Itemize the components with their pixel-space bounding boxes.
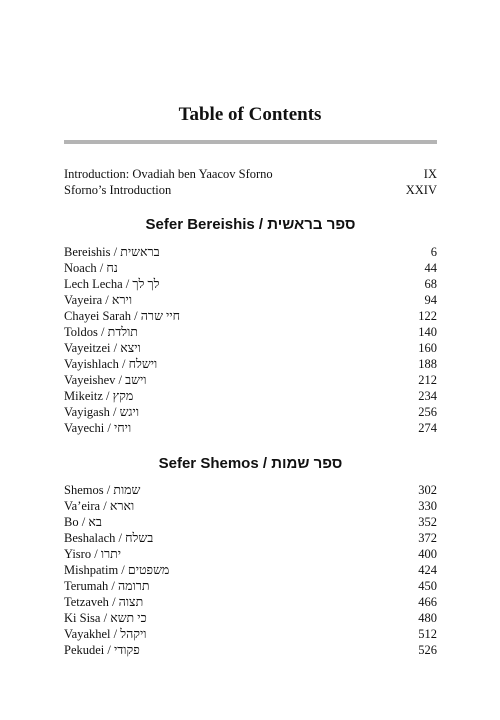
entry-english: Lech Lecha: [64, 277, 123, 291]
entry-label: Beshalach / בשלח: [64, 531, 154, 545]
entry-label: Sforno’s Introduction: [64, 183, 172, 197]
entry-page: 330: [418, 499, 437, 513]
entry-page: 6: [430, 245, 437, 259]
section-title-english: Sefer Shemos: [158, 455, 259, 472]
entry-label: Vayeira / וירא: [64, 293, 133, 307]
toc-entry[interactable]: [64, 578, 437, 594]
toc-entry[interactable]: [64, 260, 437, 276]
entry-hebrew: מקץ: [112, 389, 134, 403]
entry-page: 352: [418, 515, 437, 529]
entry-hebrew: וישלח: [128, 357, 158, 371]
entry-label: Vayishlach / וישלח: [64, 357, 158, 371]
entry-page: 256: [418, 405, 437, 419]
toc-entry[interactable]: [64, 308, 437, 324]
entry-page: 160: [418, 341, 437, 355]
entry-english: Vayigash: [64, 405, 110, 419]
entry-page: 512: [418, 627, 437, 641]
toc-entry[interactable]: [64, 420, 437, 436]
section-title-english: Sefer Bereishis: [145, 216, 255, 233]
entry-label: Shemos / שמות: [64, 483, 141, 497]
entry-page: 424: [418, 563, 437, 577]
entry-page: 140: [418, 325, 437, 339]
entry-hebrew: לך לך: [132, 277, 160, 291]
section-title: Sefer Shemos / ספר שמות: [158, 455, 343, 472]
entry-hebrew: חיי שרה: [140, 309, 180, 323]
entry-hebrew: בא: [88, 515, 102, 529]
entry-hebrew: ויחי: [114, 421, 132, 435]
entry-label: Toldos / תולדת: [64, 325, 138, 339]
entry-english: Va’eira: [64, 499, 101, 513]
entry-english: Terumah: [64, 579, 109, 593]
toc-entry[interactable]: [64, 514, 437, 530]
entry-page: IX: [423, 167, 437, 181]
entry-page: 122: [418, 309, 437, 323]
toc-entry[interactable]: [64, 166, 437, 182]
entry-label: Ki Sisa / כי תשא: [64, 611, 147, 625]
entry-page: 466: [418, 595, 437, 609]
toc-entry[interactable]: [64, 546, 437, 562]
intro-list: [64, 166, 437, 198]
entry-page: 234: [418, 389, 437, 403]
entry-page: 450: [418, 579, 437, 593]
entry-hebrew: שמות: [113, 483, 141, 497]
entry-page: 302: [418, 483, 437, 497]
toc-entry[interactable]: [64, 292, 437, 308]
entry-label: Vayakhel / ויקהל: [64, 627, 147, 641]
section-bereishis: [64, 216, 437, 435]
section-shemos: [64, 455, 437, 657]
entry-hebrew: ויקהל: [120, 627, 147, 641]
entry-hebrew: כי תשא: [110, 611, 147, 625]
toc-entry[interactable]: [64, 594, 437, 610]
entry-english: Vayechi: [64, 421, 105, 435]
entry-page: 212: [418, 373, 437, 387]
entry-label: Mishpatim / משפטים: [64, 563, 170, 577]
section-entries: [64, 244, 437, 436]
entry-page: 44: [424, 261, 437, 275]
entry-english: Beshalach: [64, 531, 116, 545]
toc-entry[interactable]: [64, 340, 437, 356]
toc-entry[interactable]: [64, 356, 437, 372]
toc-entry[interactable]: [64, 324, 437, 340]
title-divider: [64, 140, 437, 144]
entry-page: 68: [424, 277, 437, 291]
entry-english: Noach: [64, 261, 97, 275]
entry-hebrew: תולדת: [107, 325, 138, 339]
entry-label: Yisro / יתרו: [64, 547, 122, 561]
toc-entry[interactable]: [64, 388, 437, 404]
entry-label: Lech Lecha / לך לך: [64, 277, 160, 291]
toc-entry[interactable]: [64, 276, 437, 292]
toc-entry[interactable]: [64, 610, 437, 626]
entry-page: 188: [418, 357, 437, 371]
entry-label: Vayeishev / וישב: [64, 373, 147, 387]
toc-entry[interactable]: [64, 498, 437, 514]
entry-english: Toldos: [64, 325, 98, 339]
entry-label: Introduction: Ovadiah ben Yaacov Sforno: [64, 167, 273, 181]
entry-hebrew: יתרו: [100, 547, 122, 561]
entry-english: Yisro: [64, 547, 92, 561]
entry-english: Mishpatim: [64, 563, 119, 577]
entry-label: Va’eira / וארא: [64, 499, 135, 513]
entry-label: Vayigash / ויגש: [64, 405, 140, 419]
entry-label: Pekudei / פקודי: [64, 643, 140, 657]
toc-entry[interactable]: [64, 404, 437, 420]
entry-english: Vayeishev: [64, 373, 116, 387]
toc-entry[interactable]: [64, 244, 437, 260]
toc-entry[interactable]: [64, 482, 437, 498]
entry-label: Mikeitz / מקץ: [64, 389, 134, 403]
entry-label: Noach / נח: [64, 261, 118, 275]
entry-label: Terumah / תרומה: [64, 579, 150, 593]
entry-hebrew: וישב: [125, 373, 147, 387]
entry-label: Chayei Sarah / חיי שרה: [64, 309, 180, 323]
entry-english: Bereishis: [64, 245, 111, 259]
entry-hebrew: פקודי: [114, 643, 140, 657]
section-title-hebrew: ספר שמות: [271, 455, 343, 472]
toc-entry[interactable]: [64, 530, 437, 546]
entry-hebrew: וארא: [109, 499, 135, 513]
entry-page: XXIV: [405, 183, 437, 197]
entry-label: Bo / בא: [64, 515, 102, 529]
entry-hebrew: ויצא: [120, 341, 141, 355]
entry-english: Vayakhel: [64, 627, 111, 641]
section-entries: [64, 482, 437, 658]
section-title: Sefer Bereishis / ספר בראשית: [145, 216, 356, 233]
entry-hebrew: וירא: [111, 293, 133, 307]
entry-page: 526: [418, 643, 437, 657]
section-title-hebrew: ספר בראשית: [267, 216, 356, 233]
page-title: Table of Contents: [178, 104, 322, 125]
entry-english: Ki Sisa: [64, 611, 101, 625]
entry-label: Bereishis / בראשית: [64, 245, 160, 259]
entry-page: 480: [418, 611, 437, 625]
entry-label: Vayechi / ויחי: [64, 421, 132, 435]
entry-hebrew: ויגש: [119, 405, 140, 419]
entry-english: Vayeitzei: [64, 341, 111, 355]
toc-entry[interactable]: [64, 182, 437, 198]
entry-page: 94: [424, 293, 437, 307]
toc-entry[interactable]: [64, 372, 437, 388]
entry-label: Vayeitzei / ויצא: [64, 341, 141, 355]
entry-hebrew: תרומה: [117, 579, 150, 593]
entry-english: Vayeira: [64, 293, 103, 307]
entry-english: Bo: [64, 515, 79, 529]
toc-entry[interactable]: [64, 642, 437, 658]
entry-english: Pekudei: [64, 643, 105, 657]
entry-page: 372: [418, 531, 437, 545]
entry-label: Tetzaveh / תצוה: [64, 595, 144, 609]
entry-hebrew: תצוה: [118, 595, 144, 609]
entry-hebrew: נח: [106, 261, 118, 275]
entry-english: Shemos: [64, 483, 104, 497]
toc-entry[interactable]: [64, 626, 437, 642]
entry-hebrew: משפטים: [127, 563, 170, 577]
entry-page: 400: [418, 547, 437, 561]
entry-english: Vayishlach: [64, 357, 119, 371]
entry-page: 274: [418, 421, 437, 435]
toc-entry[interactable]: [64, 562, 437, 578]
entry-english: Chayei Sarah: [64, 309, 131, 323]
entry-hebrew: בשלח: [125, 531, 154, 545]
entry-hebrew: בראשית: [120, 245, 160, 259]
entry-english: Tetzaveh: [64, 595, 109, 609]
entry-english: Mikeitz: [64, 389, 103, 403]
